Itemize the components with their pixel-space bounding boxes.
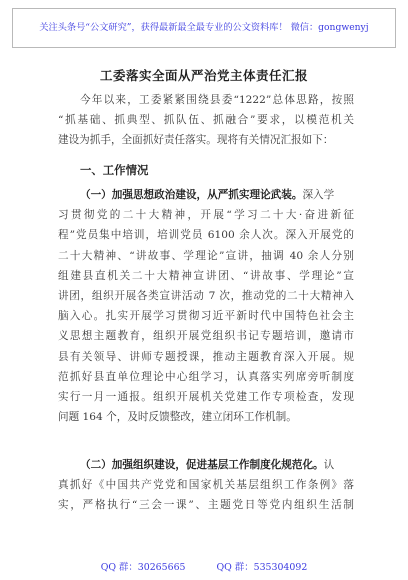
text-line: 真抓好《中国共产党党和国家机关基层组织工作条例》落 (58, 479, 354, 492)
subsection-heading: （一）加强思想政治建设，从严抓实理论武装。 (80, 189, 303, 201)
text-line: 今年以来，工委紧紧围绕县委“1222”总体思路，按照 (80, 94, 354, 106)
text-line: “抓基础、抓典型、抓队伍、抓融合”要求，以模范机关 (58, 114, 354, 127)
paragraph-heading-line (58, 185, 354, 205)
intro-paragraph (58, 90, 354, 151)
text-line: 范抓好县直单位理论中心组学习，认真落实列席旁听制度 (58, 370, 354, 383)
text-line: 实，严格执行“三会一课”、主题党日等党内组织生活制 (58, 499, 354, 512)
text-line: 脑入心。扎实开展学习贯彻习近平新时代中国特色社会主 (58, 310, 354, 323)
paragraph-2 (58, 455, 354, 516)
subsection-heading: （二）加强组织建设，促进基层工作制度化规范化。 (80, 459, 324, 471)
qq-group-1: QQ 群：30265665 (100, 562, 186, 573)
text-line: 习贯彻党的二十大精神，开展“学习二十大·奋进新征 (58, 209, 354, 222)
section-heading: 一、工作情况 (80, 163, 149, 177)
header-banner (12, 8, 396, 48)
text-line: 县有关领导、讲师专题授课，推动主题教育深入开展。规 (58, 350, 354, 363)
qq-group-2: QQ 群：535304092 (216, 562, 308, 573)
text-line: 程”党员集中培训，培训党员 6100 余人次。深入开展党的 (58, 229, 354, 242)
paragraph-1 (58, 185, 354, 427)
text-line: 组建县直机关二十大精神宣讲团、“讲故事、学理论”宣 (58, 269, 354, 282)
footer-contact (0, 560, 408, 576)
text-line: 二十大精神、“讲故事、学理论”宣讲，抽调 40 余人分别 (58, 249, 354, 262)
text-line: 实行一月一通报。组织开展机关党建工作专项检查，发现 (58, 390, 354, 403)
paragraph-heading-line (58, 455, 354, 475)
text-fragment: 深入学 (302, 189, 335, 201)
text-line: 讲团，组织开展各类宣讲活动 7 次，推动党的二十大精神入 (58, 289, 354, 302)
text-line: 问题 164 个，及时反馈整改，建立闭环工作机制。 (58, 411, 297, 424)
text-fragment: 认 (323, 459, 335, 471)
text-line: 建设为抓手，全面抓好责任落实。现将有关情况汇报如下： (58, 134, 334, 147)
text-line: 义思想主题教育，组织开展党组织书记专题培训，邀请市 (58, 330, 354, 343)
banner-text: 关注头条号“公文研究”，获得最新最全最专业的公文资料库！ 微信：gongwenyj (39, 22, 369, 33)
page-title: 工委落实全面从严治党主体责任汇报 (99, 68, 308, 83)
